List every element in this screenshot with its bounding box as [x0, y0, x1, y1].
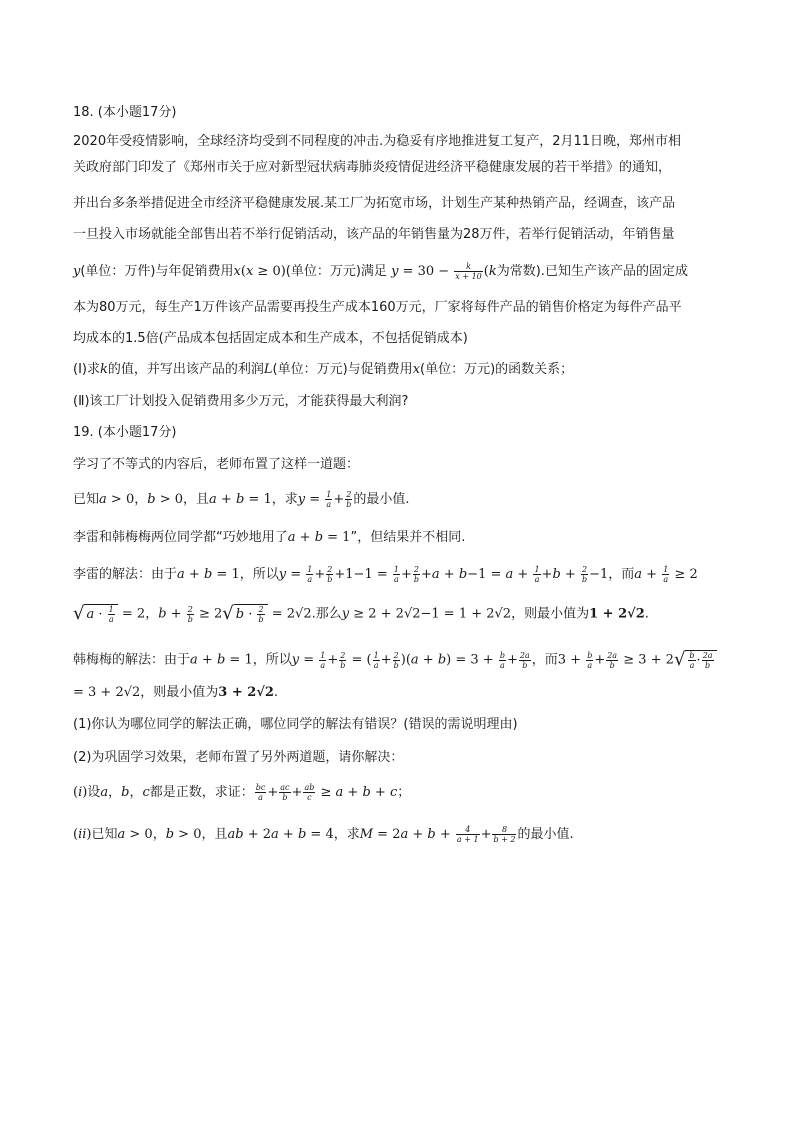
q18-paragraph-line-2: 关政府部门印发了《郑州市关于应对新型冠状病毒肺炎疫情促进经济平稳健康发展的若干举措》的通知， [73, 160, 672, 175]
q19-part-2: (2)为巩固学习效果，老师布置了另外两道题，请你解决： [73, 750, 404, 765]
q18-paragraph-line-1: 2020年受疫情影响，全球经济均受到不同程度的冲击.为稳妥有序地推进复工复产，2月11日晚，郑州市相 [73, 134, 682, 149]
q19-part-1: (1)你认为哪位同学的解法正确，哪位同学的解法有错误？(错误的需说明理由) [73, 717, 518, 732]
q19-lilei-solution-line-1: 李雷的解法：由于a + b = 1，所以y = $\frac{1}{a}$ + $\frac{2}{b}$ +1−1 = $\frac{1}{a}$ + $\frac{2}{b}$ +a + b−1 = a + $\frac{1}{a}$ +b + $\frac{2}{b}$ −1，而a + $\frac{1}{a}$ ≥ 2 [73, 565, 698, 584]
q18-paragraph-line-4: 一旦投入市场就能全部售出若不举行促销活动，该产品的年销售量为28万件，若举行促销活动，年销售量 [73, 227, 675, 242]
q19-intro: 学习了不等式的内容后，老师布置了这样一道题： [73, 457, 360, 472]
q18-subquestion-1: (Ⅰ)求k的值，并写出该产品的利润L(单位：万元)与促销费用x(单位：万元)的函数关系； [73, 362, 574, 377]
q19-students: 李雷和韩梅梅两位同学都“巧妙地用了a + b = 1”，但结果并不相同. [73, 530, 466, 545]
q19-hanmeimei-solution-line-2: = 3 + 2√2，则最小值为3 + 2√2. [73, 685, 279, 700]
q19-hanmeimei-solution-line-1: 韩梅梅的解法：由于a + b = 1，所以y = $\frac{1}{a}$ + $\frac{2}{b}$ = ( $\frac{1}{a}$ + $\frac{2}{b}$ )(a + b) = 3 + $\frac{b}{a}$ + $\frac{2a}{b}$ ，而3 + $\frac{b}{a}$ + $\frac{2a}{b}$ ≥ 3 + 2√ $\frac{b}{a}$ · $\frac{2a}{b}$ [73, 650, 733, 671]
q18-paragraph-line-5: y(单位：万件)与年促销费用x(x ≥ 0)(单位：万元)满足 y = 30 − $\frac{k}{x + 10}$ (k为常数).已知生产该产品的固定成 [73, 262, 688, 281]
q18-paragraph-line-7: 均成本的1.5倍(产品成本包括固定成本和生产成本，不包括促销成本) [73, 331, 468, 346]
fraction: $\frac{k}{x + 10}$ [455, 262, 482, 281]
q19-part-2-ii: (ii)已知a > 0，b > 0，且ab + 2a + b = 4，求M = 2a + b + $\frac{4}{a + 1}$ + $\frac{8}{b + 2}$ 的最小值. [73, 825, 574, 844]
q19-lilei-solution-line-2: √ a · $\frac{1}{a}$ = 2，b + $\frac{2}{b}$ ≥ 2√ b · $\frac{2}{b}$ = 2√2.那么y ≥ 2 + 2√2−1 = 1 + 2√2，则最小值为1 + 2√2. [73, 603, 649, 624]
q18-paragraph-line-3: 并出台多条举措促进全市经济平稳健康发展.某工厂为拓宽市场，计划生产某种热销产品，经调查，该产品 [73, 196, 676, 211]
q18-paragraph-line-6: 本为80万元，每生产1万件该产品需要再投生产成本160万元，厂家将每件产品的销售价格定为每件产品平 [73, 300, 682, 315]
q19-given: 已知a > 0，b > 0，且a + b = 1，求y = $\frac{1}{a}$ + $\frac{2}{b}$ 的最小值. [73, 490, 410, 509]
q19-part-2-i: (i)设a，b，c都是正数，求证： $\frac{bc}{a}$ + $\frac{ac}{b}$ + $\frac{ab}{c}$ ≥ a + b + c； [73, 783, 411, 802]
q18-subquestion-2: (Ⅱ)该工厂计划投入促销费用多少万元，才能获得最大利润? [73, 394, 409, 409]
q19-title: 19. (本小题17分) [73, 425, 177, 440]
q18-title: 18. (本小题17分) [73, 105, 177, 120]
